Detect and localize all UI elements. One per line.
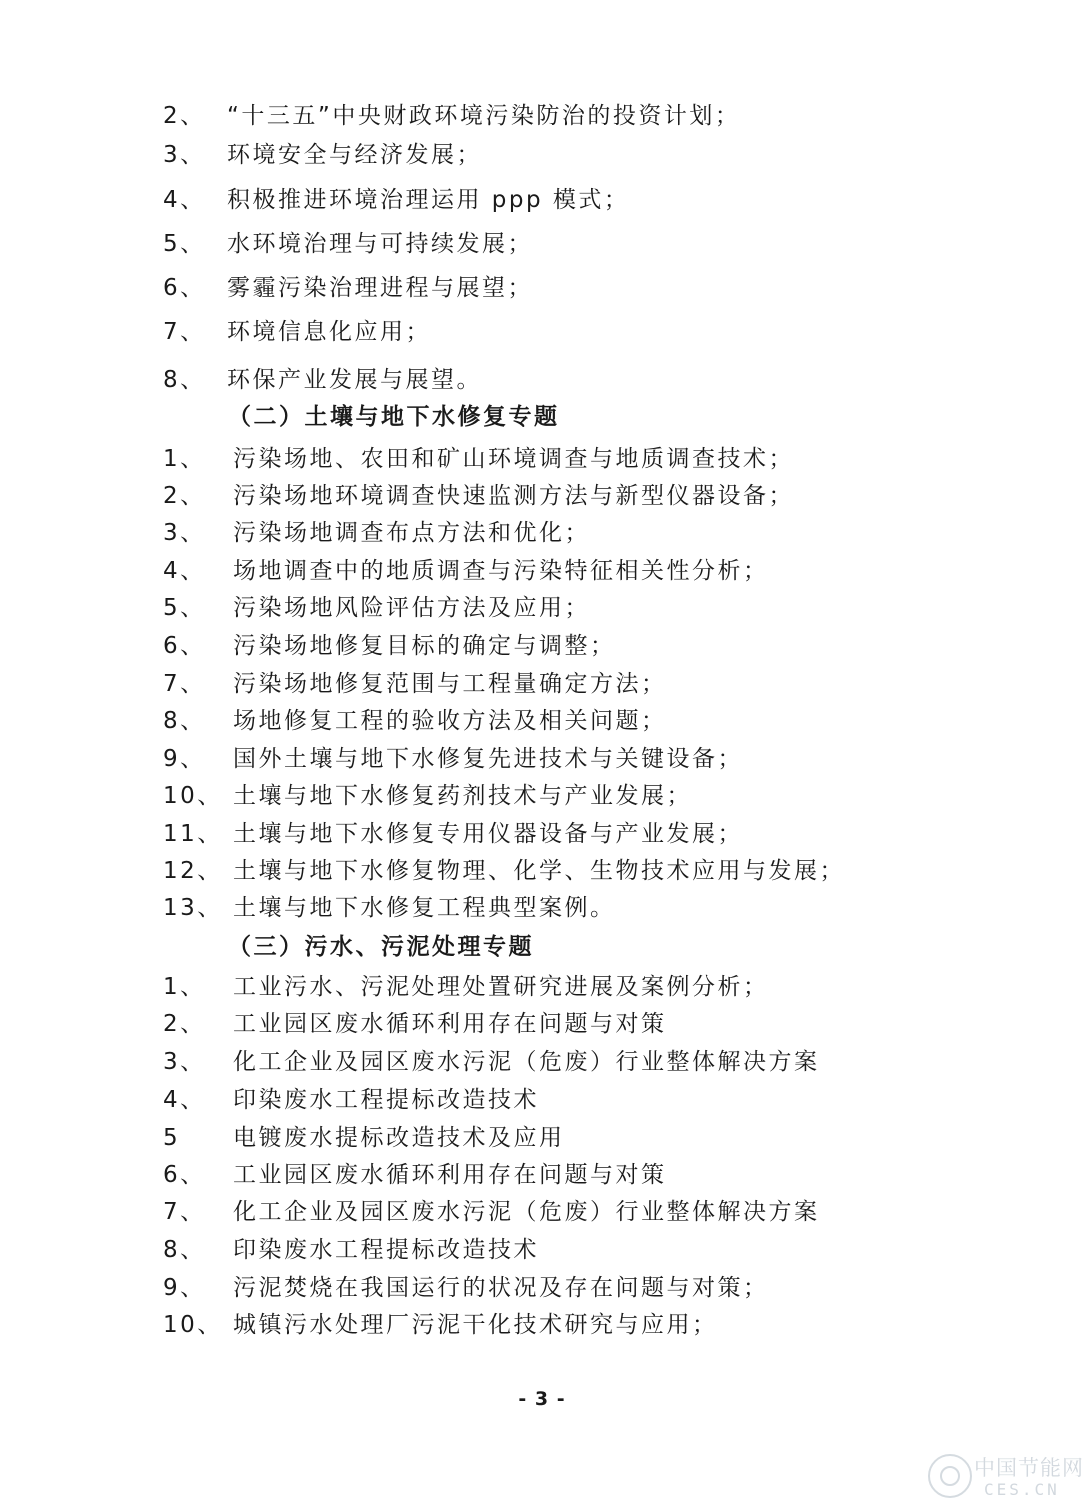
item-number: 8、	[163, 1237, 206, 1263]
list-item	[163, 703, 1044, 740]
list-item	[163, 1157, 1044, 1194]
item-number: 7、	[163, 671, 206, 697]
item-text: 土壤与地下水修复物理、化学、生物技术应用与发展；	[233, 858, 845, 884]
item-number: 5、	[163, 595, 206, 621]
item-text: 环境安全与经济发展；	[227, 142, 482, 168]
list-item	[163, 98, 1044, 135]
item-text: 污染场地环境调查快速监测方法与新型仪器设备；	[233, 483, 794, 509]
page-number: - 3 -	[518, 1388, 566, 1410]
list-item	[163, 590, 1044, 627]
item-number: 1、	[163, 446, 206, 472]
item-number: 9、	[163, 746, 206, 772]
list-item	[163, 441, 1044, 478]
list-item	[163, 1307, 1044, 1344]
item-text: 土壤与地下水修复专用仪器设备与产业发展；	[233, 821, 743, 847]
item-number: 8、	[163, 367, 206, 393]
list-item	[163, 515, 1044, 552]
section-heading: （二）土壤与地下水修复专题	[228, 404, 560, 430]
list-item	[163, 628, 1044, 665]
item-text: 污染场地风险评估方法及应用；	[233, 595, 590, 621]
item-text: 印染废水工程提标改造技术	[233, 1237, 539, 1263]
list-item	[163, 137, 1044, 174]
item-number: 2、	[163, 103, 206, 129]
item-text: 工业园区废水循环利用存在问题与对策	[233, 1011, 667, 1037]
item-number: 2、	[163, 1011, 206, 1037]
item-text: 印染废水工程提标改造技术	[233, 1087, 539, 1113]
watermark-text-en: CES.CN	[984, 1480, 1060, 1499]
item-text: 电镀废水提标改造技术及应用	[233, 1125, 565, 1151]
item-number: 4、	[163, 187, 206, 213]
item-number: 3、	[163, 520, 206, 546]
item-text: 化工企业及园区废水污泥（危废）行业整体解决方案	[233, 1199, 820, 1225]
item-text: 环保产业发展与展望。	[227, 367, 482, 393]
list-item	[163, 1044, 1044, 1081]
item-text: “十三五”中央财政环境污染防治的投资计划；	[227, 103, 741, 129]
item-text: 土壤与地下水修复药剂技术与产业发展；	[233, 783, 692, 809]
list-item	[163, 1232, 1044, 1269]
item-number: 8、	[163, 708, 206, 734]
list-item	[163, 741, 1044, 778]
item-text: 污泥焚烧在我国运行的状况及存在问题与对策；	[233, 1275, 769, 1301]
list-item	[163, 1120, 1044, 1157]
item-text: 场地调查中的地质调查与污染特征相关性分析；	[233, 558, 769, 584]
list-item	[163, 270, 1044, 307]
list-item	[163, 853, 1044, 890]
item-number: 3、	[163, 1049, 206, 1075]
item-number: 6、	[163, 1162, 206, 1188]
list-item	[163, 778, 1044, 815]
item-number: 7、	[163, 1199, 206, 1225]
item-number: 6、	[163, 275, 206, 301]
item-number: 3、	[163, 142, 206, 168]
item-number: 1、	[163, 974, 206, 1000]
item-number: 6、	[163, 633, 206, 659]
list-item	[163, 890, 1044, 927]
item-text: 土壤与地下水修复工程典型案例。	[233, 895, 616, 921]
item-number: 9、	[163, 1275, 206, 1301]
list-item	[163, 314, 1044, 351]
item-number: 2、	[163, 483, 206, 509]
ces-logo-icon	[928, 1454, 972, 1498]
list-item	[163, 969, 1044, 1006]
list-item	[163, 553, 1044, 590]
list-item	[163, 478, 1044, 515]
watermark	[928, 1450, 1084, 1506]
list-item	[163, 1194, 1044, 1231]
item-number: 11、	[163, 821, 223, 847]
item-text: 污染场地修复目标的确定与调整；	[233, 633, 616, 659]
item-text: 水环境治理与可持续发展；	[227, 231, 533, 257]
item-text: 工业污水、污泥处理处置研究进展及案例分析；	[233, 974, 769, 1000]
list-item	[163, 816, 1044, 853]
item-text: 城镇污水处理厂污泥干化技术研究与应用；	[233, 1312, 718, 1338]
item-text: 雾霾污染治理进程与展望；	[227, 275, 533, 301]
section-heading: （三）污水、污泥处理专题	[228, 934, 534, 960]
item-number: 4、	[163, 558, 206, 584]
item-number: 5	[163, 1125, 181, 1151]
item-number: 10、	[163, 783, 223, 809]
item-text: 积极推进环境治理运用 ppp 模式；	[227, 187, 630, 213]
item-text: 环境信息化应用；	[227, 319, 431, 345]
item-text: 国外土壤与地下水修复先进技术与关键设备；	[233, 746, 743, 772]
item-number: 7、	[163, 319, 206, 345]
item-text: 污染场地修复范围与工程量确定方法；	[233, 671, 667, 697]
list-item	[163, 182, 1044, 219]
item-number: 10、	[163, 1312, 223, 1338]
item-number: 13、	[163, 895, 223, 921]
item-text: 化工企业及园区废水污泥（危废）行业整体解决方案	[233, 1049, 820, 1075]
item-number: 5、	[163, 231, 206, 257]
item-text: 污染场地、农田和矿山环境调查与地质调查技术；	[233, 446, 794, 472]
list-item	[163, 1006, 1044, 1043]
list-item	[163, 226, 1044, 263]
item-number: 12、	[163, 858, 223, 884]
watermark-text-cn: 中国节能网	[974, 1456, 1084, 1480]
list-item	[163, 362, 1044, 399]
item-text: 工业园区废水循环利用存在问题与对策	[233, 1162, 667, 1188]
list-item	[163, 1270, 1044, 1307]
list-item	[163, 666, 1044, 703]
list-item	[163, 1082, 1044, 1119]
item-text: 场地修复工程的验收方法及相关问题；	[233, 708, 667, 734]
item-text: 污染场地调查布点方法和优化；	[233, 520, 590, 546]
item-number: 4、	[163, 1087, 206, 1113]
